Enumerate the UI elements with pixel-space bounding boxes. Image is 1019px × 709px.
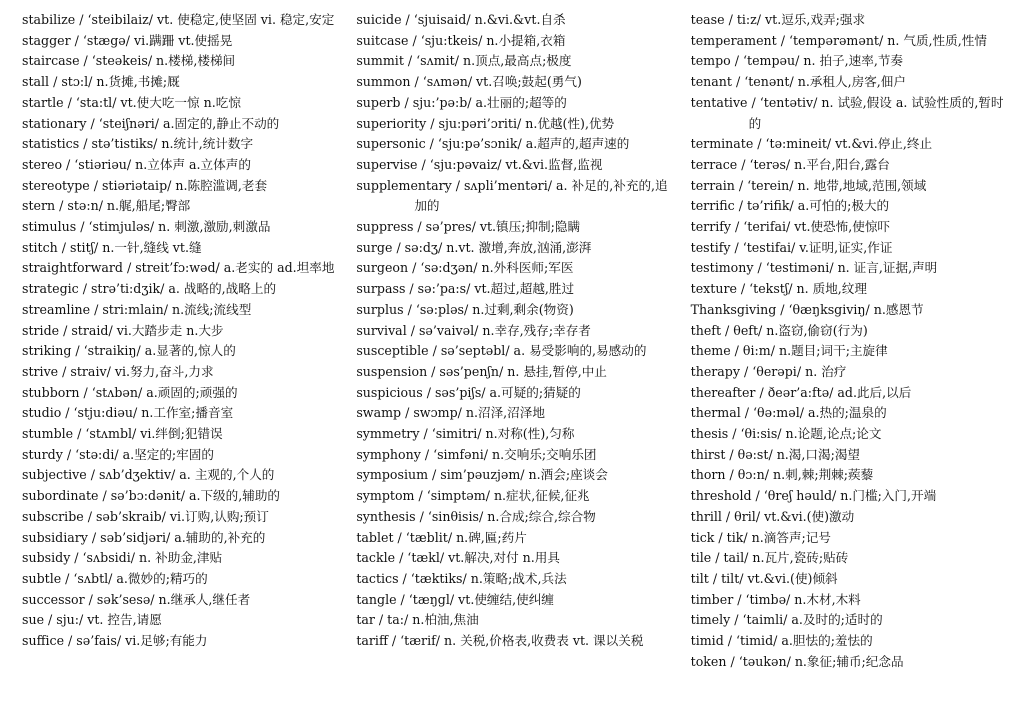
- vocabulary-entry: stumble / ‘stʌmbl/ vi.绊倒;犯错误: [22, 426, 223, 442]
- vocabulary-entry: suicide / ‘sjuisaid/ n.&vi.&vt.自杀: [356, 12, 566, 27]
- vocabulary-entry: tariff / ‘tærif/ n. 关税,价格表,收费表 vt. 课以关税: [356, 633, 644, 649]
- vocabulary-entry: terrific / tə’rifik/ a.可怕的;极大的: [690, 198, 890, 214]
- vocabulary-entry: stall / stɔ:l/ n.货摊,书摊;厩: [22, 74, 180, 90]
- vocabulary-entry: streamline / stri:mlain/ n.流线;流线型: [22, 301, 252, 317]
- vocabulary-entry: subscribe / səb’skraib/ vi.订购,认购;预订: [22, 508, 269, 524]
- vocabulary-entry: surplus / ‘sə:pləs/ n.过剩,剩余(物资): [356, 301, 574, 317]
- vocabulary-entry: token / ‘təukən/ n.象征;辅币;纪念品: [690, 653, 904, 669]
- vocabulary-entry: sue / sju:/ vt. 控告,请愿: [22, 612, 162, 628]
- vocabulary-entry: superiority / sju:pəri’ɔriti/ n.优越(性),优势: [356, 115, 615, 131]
- vocabulary-entry: timber / ‘timbə/ n.木材,木料: [690, 591, 861, 607]
- vocabulary-entry: therapy / ‘θerəpi/ n. 治疗: [690, 363, 847, 379]
- vocabulary-entry: stern / stə:n/ n.艉,船尾;臀部: [22, 198, 191, 214]
- vocabulary-entry: symptom / ‘simptəm/ n.症状,征候,征兆: [356, 488, 590, 504]
- vocabulary-entry: supplementary / sʌpli’mentəri/ a. 补足的,补充的,追加的: [356, 177, 668, 214]
- vocabulary-entry: testimony / ‘testiməni/ n. 证言,证据,声明: [690, 260, 938, 276]
- column-2: [356, 10, 676, 709]
- vocabulary-entry: thereafter / ðeər’a:ftə/ ad.此后,以后: [690, 384, 912, 400]
- vocabulary-entry: tilt / tilt/ vt.&vi.(使)倾斜: [690, 570, 838, 586]
- vocabulary-entry: tile / tail/ n.瓦片,瓷砖;贴砖: [690, 550, 849, 566]
- vocabulary-entry: Thanksgiving / ‘θæŋksgiviŋ/ n.感恩节: [690, 301, 924, 317]
- vocabulary-entry: stubborn / ‘stʌbən/ a.顽固的;顽强的: [22, 384, 238, 400]
- vocabulary-entry: studio / ‘stju:diəu/ n.工作室;播音室: [22, 405, 234, 421]
- vocabulary-entry: suspension / səs’penʃn/ n. 悬挂,暂停,中止: [356, 363, 607, 379]
- vocabulary-entry: stimulus / ‘stimjuləs/ n. 刺激,激励,刺激品: [22, 219, 271, 235]
- vocabulary-entry: supersonic / ‘sju:pə’sɔnik/ a.超声的,超声速的: [356, 136, 630, 152]
- vocabulary-entry: statistics / stə’tistiks/ n.统计,统计数字: [22, 136, 254, 152]
- vocabulary-entry: susceptible / sə’septəbl/ a. 易受影响的,易感动的: [356, 343, 647, 359]
- vocabulary-entry: straightforward / streit’fɔ:wəd/ a.老实的 ad.坦率地: [22, 260, 335, 276]
- vocabulary-entry: texture / ‘tekstʃ/ n. 质地,纹理: [690, 281, 867, 297]
- vocabulary-entry: swamp / swɔmp/ n.沼泽,沼泽地: [356, 405, 545, 421]
- vocabulary-entry: threshold / ‘θreʃ həuld/ n.门槛;入门,开端: [690, 488, 937, 504]
- vocabulary-entry: subtle / ‘sʌbtl/ a.微妙的;精巧的: [22, 570, 208, 586]
- vocabulary-entry: stabilize / ‘steibilaiz/ vt. 使稳定,使坚固 vi. 稳定,安定: [22, 12, 335, 27]
- vocabulary-entry: tenant / ‘tenənt/ n.承租人,房客,佃户: [690, 74, 906, 90]
- vocabulary-entry: timid / ‘timid/ a.胆怯的;羞怯的: [690, 633, 873, 649]
- vocabulary-entry: startle / ‘sta:tl/ vt.使大吃一惊 n.吃惊: [22, 94, 241, 110]
- vocabulary-entry: terrain / ‘terein/ n. 地带,地域,范围,领域: [690, 177, 927, 193]
- vocabulary-entry: survival / sə’vaivəl/ n.幸存,残存;幸存者: [356, 322, 591, 338]
- vocabulary-entry: synthesis / ‘sinθisis/ n.合成;综合,综合物: [356, 508, 596, 524]
- vocabulary-entry: striking / ‘straikiŋ/ a.显著的,惊人的: [22, 343, 236, 359]
- vocabulary-entry: suffice / sə’fais/ vi.足够;有能力: [22, 633, 208, 649]
- vocabulary-entry: tease / ti:z/ vt.逗乐,戏弄;强求: [690, 12, 866, 27]
- vocabulary-entry: surpass / sə:’pa:s/ vt.超过,超越,胜过: [356, 281, 575, 297]
- vocabulary-entry: stitch / stitʃ/ n.一针,缝线 vt.缝: [22, 239, 202, 255]
- vocabulary-entry: tackle / ‘tækl/ vt.解决,对付 n.用具: [356, 550, 560, 566]
- vocabulary-entry: supervise / ‘sju:pəvaiz/ vt.&vi.监督,监视: [356, 156, 603, 172]
- vocabulary-entry: staircase / ‘steəkeis/ n.楼梯,楼梯间: [22, 53, 236, 69]
- vocabulary-entry: tempo / ‘tempəu/ n. 拍子,速率,节奏: [690, 53, 904, 69]
- vocabulary-entry: thesis / ‘θi:sis/ n.论题,论点;论文: [690, 426, 882, 442]
- vocabulary-entry: suspicious / səs’piʃs/ a.可疑的;猜疑的: [356, 384, 581, 400]
- vocabulary-entry: testify / ‘testifai/ v.证明,证实,作证: [690, 239, 893, 255]
- vocabulary-entry: thermal / ‘θə:məl/ a.热的;温泉的: [690, 405, 887, 421]
- vocabulary-entry: terrify / ‘terifai/ vt.使恐怖,使惊吓: [690, 219, 891, 235]
- column-3: [691, 10, 1011, 709]
- column-1: [22, 10, 342, 709]
- vocabulary-entry: tangle / ‘tæŋgl/ vt.使缠结,使纠缠: [356, 591, 554, 607]
- vocabulary-entry: stride / straid/ vi.大踏步走 n.大步: [22, 322, 224, 338]
- vocabulary-entry: terrace / ‘terəs/ n.平台,阳台,露台: [690, 156, 890, 172]
- vocabulary-entry: tactics / ‘tæktiks/ n.策略;战术,兵法: [356, 570, 567, 586]
- vocabulary-entry: subsidy / ‘sʌbsidi/ n. 补助金,津贴: [22, 550, 223, 566]
- vocabulary-entry: stereotype / stiəriətaip/ n.陈腔滥调,老套: [22, 177, 268, 193]
- vocabulary-entry: subordinate / sə’bɔ:dənit/ a.下级的,辅助的: [22, 488, 281, 504]
- vocabulary-entry: surge / sə:dʒ/ n.vt. 激增,奔放,汹涌,澎湃: [356, 239, 592, 255]
- vocabulary-entry: symphony / ‘simfəni/ n.交响乐;交响乐团: [356, 446, 597, 462]
- vocabulary-entry: subjective / sʌb’dʒektiv/ a. 主观的,个人的: [22, 467, 275, 483]
- vocabulary-entry: theme / θi:m/ n.题目;词干;主旋律: [690, 343, 888, 359]
- vocabulary-entry: summit / ‘sʌmit/ n.顶点,最高点;极度: [356, 53, 572, 69]
- vocabulary-entry: thrill / θril/ vt.&vi.(使)激动: [690, 508, 855, 524]
- vocabulary-entry: sturdy / ‘stə:di/ a.坚定的;牢固的: [22, 446, 214, 462]
- vocabulary-entry: strive / straiv/ vi.努力,奋斗,力求: [22, 363, 214, 379]
- vocabulary-entry: successor / sək’sesə/ n.继承人,继任者: [22, 591, 251, 607]
- vocabulary-entry: stationary / ‘steiʃnəri/ a.固定的,静止不动的: [22, 115, 280, 131]
- vocabulary-entry: thorn / θɔ:n/ n.刺,棘;荆棘;蒺藜: [690, 467, 874, 483]
- vocabulary-entry: stereo / ‘stiəriəu/ n.立体声 a.立体声的: [22, 156, 251, 172]
- vocabulary-entry: symposium / sim’pəuzjəm/ n.酒会;座谈会: [356, 467, 608, 483]
- vocabulary-entry: tar / ta:/ n.柏油,焦油: [356, 612, 479, 628]
- vocabulary-entry: surgeon / ‘sə:dʒən/ n.外科医师;军医: [356, 260, 574, 276]
- vocabulary-entry: superb / sju:’pə:b/ a.壮丽的;超等的: [356, 94, 567, 110]
- vocabulary-entry: subsidiary / səb’sidjəri/ a.辅助的,补充的: [22, 529, 266, 545]
- vocabulary-entry: thirst / θə:st/ n.渴,口渴;渴望: [690, 446, 861, 462]
- vocabulary-entry: suppress / sə’pres/ vt.镇压;抑制;隐瞒: [356, 219, 581, 235]
- vocabulary-entry: suitcase / ‘sju:tkeis/ n.小提箱,衣箱: [356, 32, 566, 48]
- vocabulary-entry: tablet / ‘tæblit/ n.碑,匾;药片: [356, 529, 527, 545]
- vocabulary-entry: summon / ‘sʌmən/ vt.召唤;鼓起(勇气): [356, 74, 582, 90]
- vocabulary-entry: tentative / ‘tentətiv/ n. 试验,假设 a. 试验性质的,暂时的: [690, 94, 1004, 131]
- vocabulary-entry: symmetry / ‘simitri/ n.对称(性),匀称: [356, 426, 575, 442]
- vocabulary-entry: stagger / ‘stægə/ vi.蹒跚 vt.使摇晃: [22, 32, 233, 48]
- vocabulary-entry: timely / ‘taimli/ a.及时的;适时的: [690, 612, 883, 628]
- vocabulary-entry: strategic / strə’ti:dʒik/ a. 战略的,战略上的: [22, 281, 277, 297]
- vocabulary-entry: terminate / ‘tə:mineit/ vt.&vi.停止,终止: [690, 136, 933, 152]
- vocabulary-entry: temperament / ‘tempərəmənt/ n. 气质,性质,性情: [690, 32, 987, 48]
- vocabulary-entry: theft / θeft/ n.盗窃,偷窃(行为): [690, 322, 868, 338]
- vocabulary-entry: tick / tik/ n.滴答声;记号: [690, 529, 831, 545]
